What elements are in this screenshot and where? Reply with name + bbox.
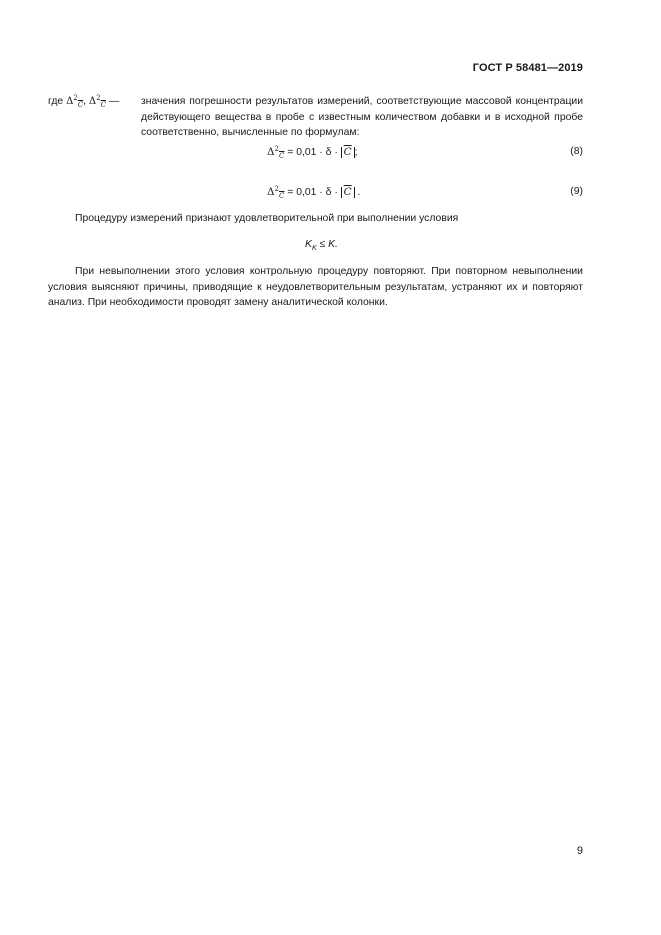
definition-block <box>48 94 583 141</box>
page-number: 9 <box>576 845 583 857</box>
formula-8 <box>48 146 583 162</box>
paragraph-failure: При невыполнении этого условия контрольную процедуру повторяют. При повторном невыполнении условия выясняют причины, приводящие к неудовлетворительным результатам, устраняют их и повторяют анализ. При необходимости проводят замену аналитической колонки. <box>48 266 583 308</box>
paragraph-condition: Процедуру измерений признают удовлетворительной при выполнении условия <box>75 213 459 224</box>
definition-lead-word: где <box>48 96 64 107</box>
condition-inequality: $K_K \le K$. <box>305 239 338 252</box>
definition-text: значения погрешности результатов измерений, соответствующие массовой концентрации действующего вещества в пробе с известным количеством добавки и в исходной пробе соответственно, вычисленные по формулам: <box>141 96 583 138</box>
definition-dash: — <box>108 96 120 107</box>
formula-8-expression: $\Delta^2_{\overline{C}} = 0,01 \cdot \delta \cdot \overline{C}$ ; <box>267 145 358 160</box>
delta-symbol-1: $\Delta^2_{\overline{C}}$ <box>66 94 84 109</box>
definition-lead: где $\Delta^2_{\overline{C}}$, $\Delta^2_{\overline{C}}$ — <box>48 94 120 109</box>
formula-8-number: (8) <box>570 146 583 157</box>
formula-9-expression: $\Delta^2_{\overline{C}} = 0,01 \cdot \delta \cdot \overline{C}$ . <box>267 185 361 200</box>
delta-symbol-2: $\Delta^2_{\overline{C}}$ <box>88 94 106 109</box>
formula-9-number: (9) <box>570 186 583 197</box>
formula-9 <box>48 186 583 202</box>
document-header-standard-id: ГОСТ Р 58481—2019 <box>472 62 583 74</box>
